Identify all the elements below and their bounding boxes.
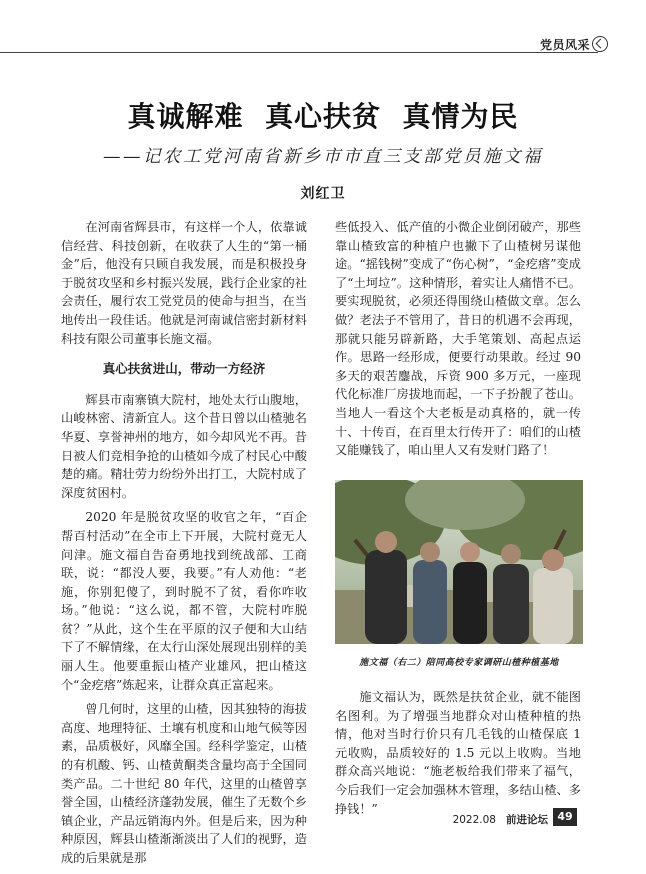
article-title: 真诚解难 真心扶贫 真情为民 [127, 100, 519, 133]
circle-arrow-icon [592, 36, 608, 52]
left-column [61, 218, 307, 874]
issue-date: 2022.08 [452, 814, 496, 826]
page-number: 49 [553, 808, 577, 826]
orchard-photo [335, 480, 583, 644]
body-paragraph-continued: 些低投入、低产值的小微企业倒闭破产，那些靠山楂致富的种植户也撇下了山楂树另谋他途。“摇钱树”变成了“伤心树”，“金疙瘩”变成了“土坷垃”。这种情形，着实让人痛惜不已。要实现脱贫，必须还得围绕山楂做文章。怎么做？老法子不管用了，昔日的机遇不会再现，那就只能另辟新路，大手笔策划、高起点运作。思路一经形成，便要行动果敢。经过 90 多天的艰苦鏖战，斥资 900 多万元，一座现代化标准厂房拔地而起，一下子扮靓了苍山。当地人一看这个大老板是动真格的，就一传十、十传百，在百里太行传开了：咱们的山楂又能赚钱了，咱山里人又有发财门路了！ [335, 220, 581, 458]
body-paragraph: 曾几何时，这里的山楂，因其独特的海拔高度、地理特征、土壤有机度和山地气候等因素，品质极好，风靡全国。经科学鉴定，山楂的有机酸、钙、山楂黄酮类含量均高于全国同类产品。二十世纪 80 年代，这里的山楂曾享誉全国，山楂经济蓬勃发展，催生了无数个乡镇企业，产品远销海内外。但是后来，因为种种原因，辉县山楂渐渐淡出了人们的视野，造成的后果就是那 [61, 702, 307, 865]
header-rule [0, 52, 598, 53]
body-paragraph: 施文福认为，既然是扶贫企业，就不能图名图利。为了增强当地群众对山楂种植的热情，他对当时行价只有几毛钱的山楂保底 1 元收购，品质较好的 1.5 元以上收购。当地群众高兴地说：“施老板给我们带来了福气，今后我们一定会加强林木管理，多结山楂、多挣钱！” [335, 690, 581, 816]
article-photo [335, 480, 583, 644]
body-paragraph: 辉县市南寨镇大院村，地处太行山腹地，山峻林密、清新宜人。这个昔日曾以山楂驰名华夏、享誉神州的地方，如今却风光不再。昔日被人们竞相争抢的山楂如今成了村民心中酸楚的痛。精壮劳力纷纷外出打工，大院村成了深度贫困村。 [61, 392, 307, 500]
body-paragraph: 2020 年是脱贫攻坚的收官之年，“百企帮百村活动”在全市上下开展，大院村竟无人问津。施文福自告奋勇地找到统战部、工商联，说：“都没人要，我要。”有人劝他：“老施，你别犯傻了，到时脱不了贫，看你咋收场。”他说：“这么说，都不管，大院村咋脱贫？”从此，这个生在平原的汉子便和大山结下了不解情缘，在太行山深处展现出别样的美丽人生。他要重振山楂产业雄风，把山楂这个“金疙瘩”炼起来，让群众真正富起来。 [61, 510, 307, 692]
article-subtitle: ——记农工党河南省新乡市市直三支部党员施文福 [103, 147, 543, 167]
section-heading: 真心扶贫进山，带动一方经济 [102, 361, 266, 377]
photo-caption: 施文福（右二）陪同高校专家调研山楂种植基地 [359, 658, 559, 668]
journal-name: 前进论坛 [506, 814, 548, 826]
right-column-lower [335, 688, 581, 824]
intro-paragraph: 在河南省辉县市，有这样一个人，依靠诚信经营、科技创新，在收获了人生的“第一桶金”后，他没有只顾自我发展，而是积极投身于脱贫攻坚和乡村振兴发展，践行企业家的社会责任，履行农工党党员的使命与担当，在当地传出一段佳话。他就是河南诚信密封新材料科技有限公司董事长施文福。 [61, 220, 307, 346]
section-label: 党员风采 [539, 38, 590, 52]
right-column [335, 218, 581, 466]
author-name: 刘红卫 [300, 186, 346, 202]
footer-issue [453, 812, 548, 827]
